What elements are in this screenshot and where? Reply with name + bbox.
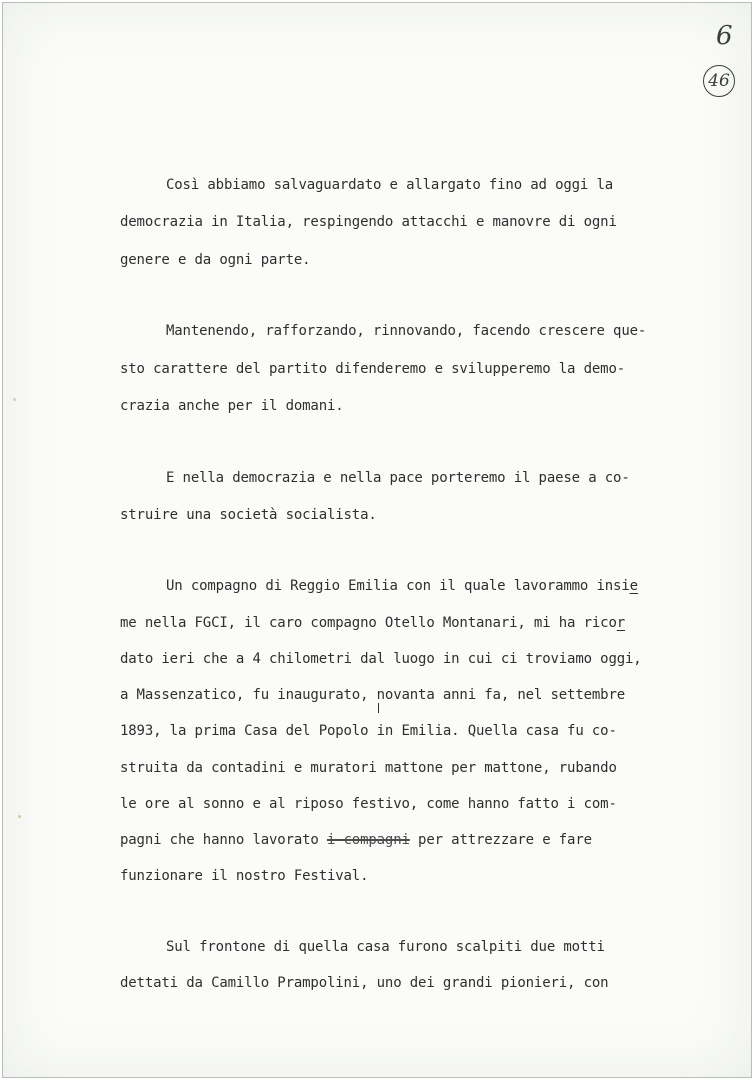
text-line: le ore al sonno e al riposo festivo, come hanno fatto i com- bbox=[120, 796, 617, 812]
text-line: democrazia in Italia, respingendo attacchi e manovre di ogni bbox=[120, 214, 617, 230]
underlined-letter: r bbox=[616, 615, 626, 631]
text-line: crazia anche per il domani. bbox=[120, 398, 344, 414]
text-segment: pagni che hanno lavorato bbox=[120, 832, 327, 848]
text-line: Mantenendo, rafforzando, rinnovando, facendo crescere que- bbox=[166, 323, 647, 339]
text-segment: per attrezzare e fare bbox=[409, 832, 592, 848]
text-line: genere e da ogni parte. bbox=[120, 252, 311, 268]
text-line: a Massenzatico, fu inaugurato, novanta anni fa, nel settembre bbox=[120, 687, 626, 703]
paper-speck bbox=[13, 398, 16, 401]
circled-folio-number: 46 bbox=[703, 65, 735, 97]
text-line bbox=[120, 615, 625, 631]
paper-speck bbox=[18, 815, 21, 818]
text-line: Sul frontone di quella casa furono scalpiti due motti bbox=[166, 939, 605, 955]
text-segment: Un compagno di Reggio Emilia con il quale lavorammo insi bbox=[166, 578, 630, 594]
handwritten-page-number: 6 bbox=[716, 21, 733, 51]
struck-through-text: i compagni bbox=[326, 832, 410, 848]
text-line bbox=[166, 578, 638, 594]
text-line: dato ieri che a 4 chilometri dal luogo in cui ci troviamo oggi, bbox=[120, 651, 642, 667]
document-page bbox=[2, 2, 752, 1078]
text-line: dettati da Camillo Prampolini, uno dei grandi pionieri, con bbox=[120, 975, 609, 991]
underlined-letter: e bbox=[629, 578, 638, 594]
text-line: struita da contadini e muratori mattone per mattone, rubando bbox=[120, 760, 617, 776]
text-segment: me nella FGCI, il caro compagno Otello Montanari, mi ha rico bbox=[120, 615, 617, 631]
text-line: Così abbiamo salvaguardato e allargato fino ad oggi la bbox=[166, 177, 614, 193]
text-line: 1893, la prima Casa del Popolo in Emilia. Quella casa fu co- bbox=[120, 723, 617, 739]
text-line: funzionare il nostro Festival. bbox=[120, 868, 369, 884]
text-line: E nella democrazia e nella pace porteremo il paese a co- bbox=[166, 470, 630, 486]
text-line: sto carattere del partito difenderemo e svilupperemo la demo- bbox=[120, 361, 626, 377]
text-line: struire una società socialista. bbox=[120, 507, 377, 523]
text-line bbox=[120, 832, 592, 848]
handwritten-correction-mark bbox=[378, 703, 379, 713]
